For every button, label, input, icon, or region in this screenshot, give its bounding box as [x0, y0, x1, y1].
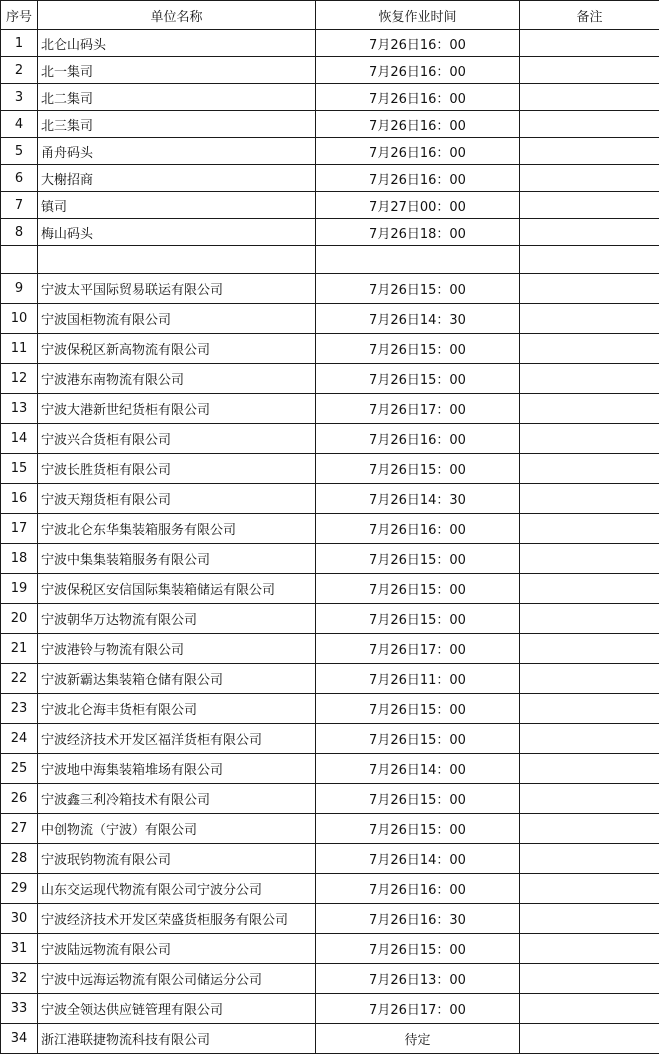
row-note	[520, 274, 659, 304]
row-note	[520, 694, 659, 724]
header-name: 单位名称	[38, 1, 316, 30]
row-number: 3	[1, 84, 38, 111]
row-number: 22	[1, 664, 38, 694]
row-resume-time: 7月26日16：30	[316, 904, 520, 934]
table-row	[1, 454, 659, 484]
row-resume-time: 7月26日15：00	[316, 574, 520, 604]
row-note	[520, 1024, 659, 1054]
table-row	[1, 664, 659, 694]
row-note	[520, 814, 659, 844]
row-resume-time: 7月26日16：00	[316, 165, 520, 192]
table-row	[1, 634, 659, 664]
row-number: 4	[1, 111, 38, 138]
table-row	[1, 514, 659, 544]
row-resume-time: 7月26日14：00	[316, 754, 520, 784]
table-row	[1, 57, 659, 84]
row-resume-time: 7月26日15：00	[316, 604, 520, 634]
row-note	[520, 634, 659, 664]
table-row	[1, 844, 659, 874]
table-row	[1, 165, 659, 192]
row-resume-time: 7月26日16：00	[316, 514, 520, 544]
table-row	[1, 724, 659, 754]
row-note	[520, 874, 659, 904]
row-note	[520, 604, 659, 634]
table-row	[1, 1024, 659, 1054]
row-resume-time: 7月26日14：30	[316, 304, 520, 334]
row-number: 14	[1, 424, 38, 454]
row-note	[520, 138, 659, 165]
row-note	[520, 394, 659, 424]
row-company-name: 北一集司	[38, 57, 316, 84]
row-resume-time: 7月26日15：00	[316, 334, 520, 364]
row-note	[520, 165, 659, 192]
row-resume-time: 7月26日17：00	[316, 394, 520, 424]
row-resume-time: 7月26日16：00	[316, 84, 520, 111]
table-row	[1, 874, 659, 904]
row-resume-time: 7月26日15：00	[316, 454, 520, 484]
table-row	[1, 754, 659, 784]
row-note	[520, 964, 659, 994]
row-note	[520, 57, 659, 84]
row-resume-time: 7月26日16：00	[316, 138, 520, 165]
row-note	[520, 754, 659, 784]
row-company-name: 宁波国柜物流有限公司	[38, 304, 316, 334]
row-number: 28	[1, 844, 38, 874]
table-row	[1, 544, 659, 574]
row-note	[520, 30, 659, 57]
row-company-name: 中创物流（宁波）有限公司	[38, 814, 316, 844]
row-number: 8	[1, 219, 38, 246]
row-number: 21	[1, 634, 38, 664]
row-note	[520, 904, 659, 934]
row-number: 10	[1, 304, 38, 334]
row-company-name: 宁波太平国际贸易联运有限公司	[38, 274, 316, 304]
row-number: 32	[1, 964, 38, 994]
row-number: 20	[1, 604, 38, 634]
row-company-name: 宁波陆远物流有限公司	[38, 934, 316, 964]
row-resume-time: 待定	[316, 1024, 520, 1054]
row-company-name: 镇司	[38, 192, 316, 219]
row-resume-time: 7月26日17：00	[316, 994, 520, 1024]
table-row	[1, 138, 659, 165]
table-row	[1, 784, 659, 814]
row-note	[520, 544, 659, 574]
row-note	[520, 454, 659, 484]
table-row	[1, 604, 659, 634]
row-number: 33	[1, 994, 38, 1024]
table-row	[1, 814, 659, 844]
row-number: 25	[1, 754, 38, 784]
table-row	[1, 904, 659, 934]
table-row	[1, 30, 659, 57]
row-company-name: 北三集司	[38, 111, 316, 138]
row-note	[520, 334, 659, 364]
row-note	[520, 994, 659, 1024]
table-row	[1, 84, 659, 111]
row-note	[520, 514, 659, 544]
table-row	[1, 334, 659, 364]
header-note: 备注	[520, 1, 659, 30]
row-number: 27	[1, 814, 38, 844]
row-number: 30	[1, 904, 38, 934]
empty-cell	[38, 246, 316, 274]
row-resume-time: 7月26日15：00	[316, 274, 520, 304]
row-company-name: 宁波港东南物流有限公司	[38, 364, 316, 394]
row-resume-time: 7月26日16：00	[316, 111, 520, 138]
row-company-name: 宁波保税区安信国际集装箱储运有限公司	[38, 574, 316, 604]
table-row	[1, 934, 659, 964]
row-number: 26	[1, 784, 38, 814]
row-company-name: 宁波兴合货柜有限公司	[38, 424, 316, 454]
table-row	[1, 484, 659, 514]
row-company-name: 宁波港铃与物流有限公司	[38, 634, 316, 664]
row-company-name: 宁波鑫三利冷箱技术有限公司	[38, 784, 316, 814]
row-company-name: 宁波大港新世纪货柜有限公司	[38, 394, 316, 424]
table-row	[1, 964, 659, 994]
row-company-name: 宁波地中海集装箱堆场有限公司	[38, 754, 316, 784]
row-number: 6	[1, 165, 38, 192]
row-company-name: 浙江港联捷物流科技有限公司	[38, 1024, 316, 1054]
row-company-name: 宁波北仑海丰货柜有限公司	[38, 694, 316, 724]
table-row	[1, 694, 659, 724]
row-company-name: 宁波天翔货柜有限公司	[38, 484, 316, 514]
row-number: 18	[1, 544, 38, 574]
row-number: 7	[1, 192, 38, 219]
row-resume-time: 7月26日14：00	[316, 844, 520, 874]
row-number: 17	[1, 514, 38, 544]
row-resume-time: 7月26日15：00	[316, 544, 520, 574]
row-company-name: 宁波北仑东华集装箱服务有限公司	[38, 514, 316, 544]
row-note	[520, 304, 659, 334]
row-company-name: 宁波经济技术开发区荣盛货柜服务有限公司	[38, 904, 316, 934]
row-company-name: 宁波新霸达集装箱仓储有限公司	[38, 664, 316, 694]
table-row	[1, 574, 659, 604]
row-resume-time: 7月26日15：00	[316, 724, 520, 754]
row-resume-time: 7月26日16：00	[316, 30, 520, 57]
table-row	[1, 192, 659, 219]
row-note	[520, 484, 659, 514]
row-company-name: 宁波全领达供应链管理有限公司	[38, 994, 316, 1024]
row-company-name: 宁波中远海运物流有限公司储运分公司	[38, 964, 316, 994]
table-row	[1, 304, 659, 334]
row-number: 1	[1, 30, 38, 57]
row-resume-time: 7月27日00：00	[316, 192, 520, 219]
row-number: 31	[1, 934, 38, 964]
row-number: 24	[1, 724, 38, 754]
row-number: 13	[1, 394, 38, 424]
row-number: 16	[1, 484, 38, 514]
table-row	[1, 394, 659, 424]
spacer-row	[1, 246, 659, 274]
row-note	[520, 192, 659, 219]
header-time: 恢复作业时间	[316, 1, 520, 30]
row-note	[520, 934, 659, 964]
row-number: 5	[1, 138, 38, 165]
row-note	[520, 111, 659, 138]
row-note	[520, 84, 659, 111]
row-company-name: 宁波珉钧物流有限公司	[38, 844, 316, 874]
row-company-name: 宁波长胜货柜有限公司	[38, 454, 316, 484]
header-row	[1, 1, 659, 30]
row-number: 23	[1, 694, 38, 724]
row-note	[520, 574, 659, 604]
row-company-name: 北二集司	[38, 84, 316, 111]
table-row	[1, 424, 659, 454]
row-resume-time: 7月26日17：00	[316, 634, 520, 664]
table-row	[1, 994, 659, 1024]
row-note	[520, 784, 659, 814]
table-row	[1, 364, 659, 394]
row-number: 2	[1, 57, 38, 84]
row-resume-time: 7月26日16：00	[316, 424, 520, 454]
row-number: 29	[1, 874, 38, 904]
table-row	[1, 111, 659, 138]
header-no: 序号	[1, 1, 38, 30]
row-number: 19	[1, 574, 38, 604]
row-company-name: 甬舟码头	[38, 138, 316, 165]
row-number: 15	[1, 454, 38, 484]
empty-cell	[520, 246, 659, 274]
row-resume-time: 7月26日15：00	[316, 814, 520, 844]
row-company-name: 宁波保税区新高物流有限公司	[38, 334, 316, 364]
row-resume-time: 7月26日15：00	[316, 934, 520, 964]
row-resume-time: 7月26日14：30	[316, 484, 520, 514]
row-resume-time: 7月26日11：00	[316, 664, 520, 694]
table-row	[1, 274, 659, 304]
empty-cell	[1, 246, 38, 274]
row-resume-time: 7月26日15：00	[316, 694, 520, 724]
row-note	[520, 844, 659, 874]
table-row	[1, 219, 659, 246]
row-resume-time: 7月26日16：00	[316, 874, 520, 904]
row-number: 34	[1, 1024, 38, 1054]
empty-cell	[316, 246, 520, 274]
row-resume-time: 7月26日15：00	[316, 364, 520, 394]
row-resume-time: 7月26日16：00	[316, 57, 520, 84]
row-number: 11	[1, 334, 38, 364]
row-number: 12	[1, 364, 38, 394]
row-note	[520, 424, 659, 454]
row-number: 9	[1, 274, 38, 304]
row-note	[520, 724, 659, 754]
row-company-name: 梅山码头	[38, 219, 316, 246]
row-company-name: 山东交运现代物流有限公司宁波分公司	[38, 874, 316, 904]
row-company-name: 宁波中集集装箱服务有限公司	[38, 544, 316, 574]
row-company-name: 北仑山码头	[38, 30, 316, 57]
row-note	[520, 364, 659, 394]
row-company-name: 宁波朝华万达物流有限公司	[38, 604, 316, 634]
row-resume-time: 7月26日18：00	[316, 219, 520, 246]
row-company-name: 宁波经济技术开发区福洋货柜有限公司	[38, 724, 316, 754]
row-note	[520, 219, 659, 246]
row-note	[520, 664, 659, 694]
row-resume-time: 7月26日13：00	[316, 964, 520, 994]
row-resume-time: 7月26日15：00	[316, 784, 520, 814]
row-company-name: 大榭招商	[38, 165, 316, 192]
table-body	[1, 30, 659, 1054]
